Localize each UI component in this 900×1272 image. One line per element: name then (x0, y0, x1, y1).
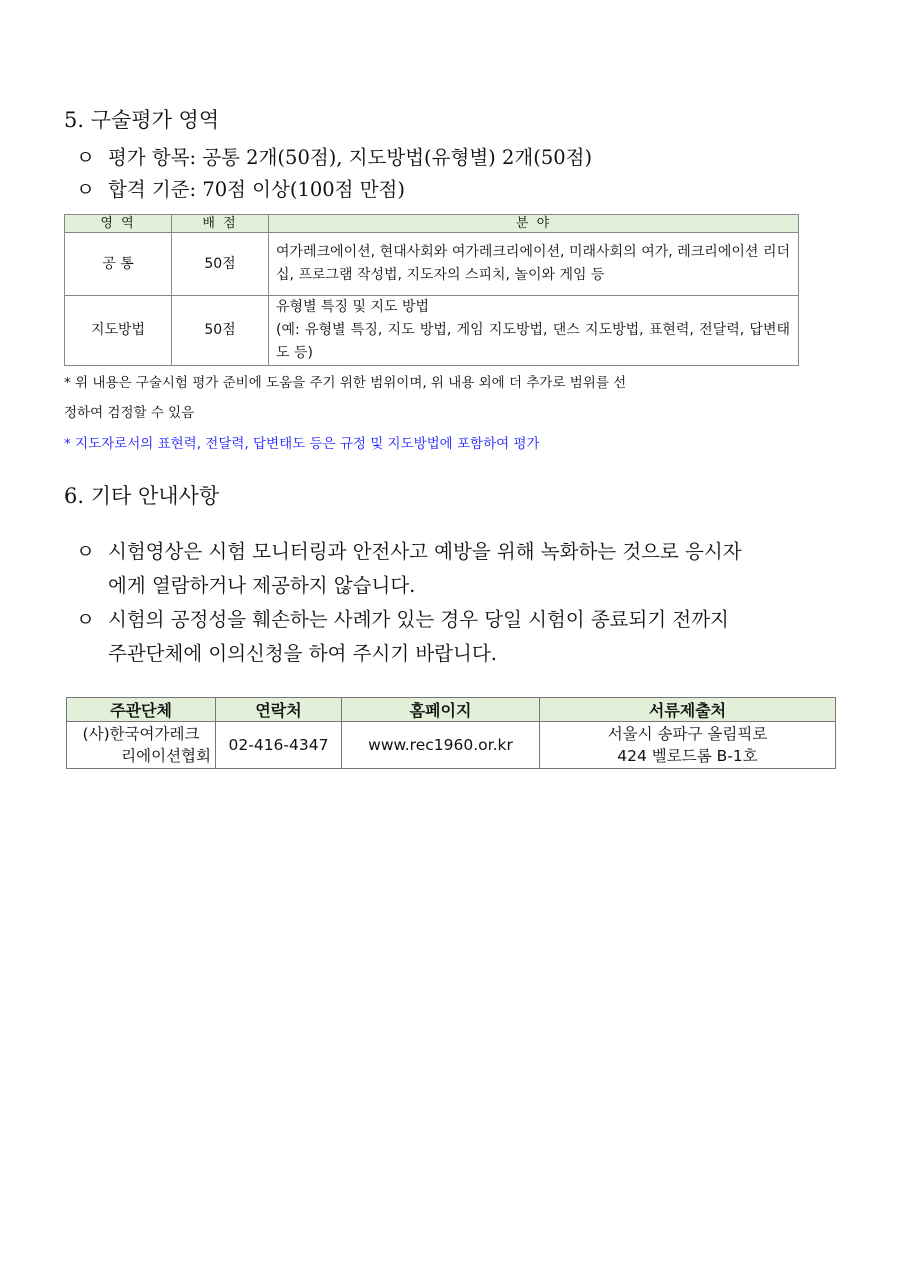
appeal-notice-line: 시험의 공정성을 훼손하는 사례가 있는 경우 당일 시험이 종료되기 전까지 (108, 608, 729, 631)
section6-heading: 6. 기타 안내사항 (64, 484, 220, 508)
recording-notice-line: 에게 열람하거나 제공하지 않습니다. (108, 574, 416, 597)
area-cell: 공 통 (65, 233, 172, 296)
address-line: 서울시 송파구 올림픽로 (607, 725, 768, 743)
field-cell (269, 296, 799, 366)
scope-note (64, 368, 626, 428)
field-line: (예: 유형별 특징, 지도 방법, 게임 지도방법, 댄스 지도방법, 표현력, 전달력, 답변태도 등) (276, 322, 790, 361)
pass-criteria-text: 합격 기준: 70점 이상(100점 만점) (108, 178, 405, 201)
table-row (65, 296, 799, 366)
evaluation-items-bullet (76, 144, 592, 172)
header-phone: 연락처 (216, 698, 342, 722)
bullet-circle-icon: ㅇ (76, 146, 95, 169)
contact-table (66, 697, 836, 769)
field-cell: 여가레크에이션, 현대사회와 여가레크리에이션, 미래사회의 여가, 레크리에이션 리더십, 프로그램 작성법, 지도자의 스피치, 놀이와 게임 등 (269, 233, 799, 296)
scope-note-line: 정하여 검정할 수 있음 (64, 405, 195, 421)
header-score: 배 점 (172, 215, 269, 233)
field-line: 유형별 특징 및 지도 방법 (276, 299, 430, 315)
recording-notice-line: 시험영상은 시험 모니터링과 안전사고 예방을 위해 녹화하는 것으로 응시자 (108, 540, 742, 563)
pass-criteria-bullet (76, 176, 405, 204)
score-table (64, 214, 799, 366)
area-cell: 지도방법 (65, 296, 172, 366)
header-submission: 서류제출처 (540, 698, 836, 722)
appeal-notice-line: 주관단체에 이의신청을 하여 주시기 바랍니다. (108, 642, 497, 665)
header-homepage: 홈페이지 (342, 698, 540, 722)
organizer-line: (사)한국여가레크 (82, 725, 200, 743)
address-line: 424 벨로드롬 B-1호 (617, 747, 758, 765)
scope-note-line: * 위 내용은 구술시험 평가 준비에 도움을 주기 위한 범위이며, 위 내용 외에 더 추가로 범위를 선 (64, 375, 627, 391)
address-cell (540, 722, 836, 769)
table-row (65, 233, 799, 296)
table-row (67, 722, 836, 769)
phone-cell: 02-416-4347 (216, 722, 342, 769)
score-table-header-row (65, 215, 799, 233)
header-field: 분 야 (269, 215, 799, 233)
homepage-link[interactable]: www.rec1960.or.kr (342, 722, 540, 769)
bullet-circle-icon: ㅇ (76, 178, 95, 201)
recording-notice-bullet (76, 535, 742, 603)
evaluation-note: * 지도자로서의 표현력, 전달력, 답변태도 등은 규정 및 지도방법에 포함하여 평가 (64, 436, 540, 452)
bullet-circle-icon: ㅇ (76, 540, 95, 563)
organizer-cell (67, 722, 216, 769)
evaluation-items-text: 평가 항목: 공통 2개(50점), 지도방법(유형별) 2개(50점) (108, 146, 593, 169)
organizer-line: 리에이션협회 (121, 747, 211, 765)
appeal-notice-bullet (76, 603, 729, 671)
contact-header-row (67, 698, 836, 722)
header-organizer: 주관단체 (67, 698, 216, 722)
score-cell: 50점 (172, 233, 269, 296)
header-area: 영 역 (65, 215, 172, 233)
score-cell: 50점 (172, 296, 269, 366)
bullet-circle-icon: ㅇ (76, 608, 95, 631)
section5-heading: 5. 구술평가 영역 (64, 108, 220, 132)
